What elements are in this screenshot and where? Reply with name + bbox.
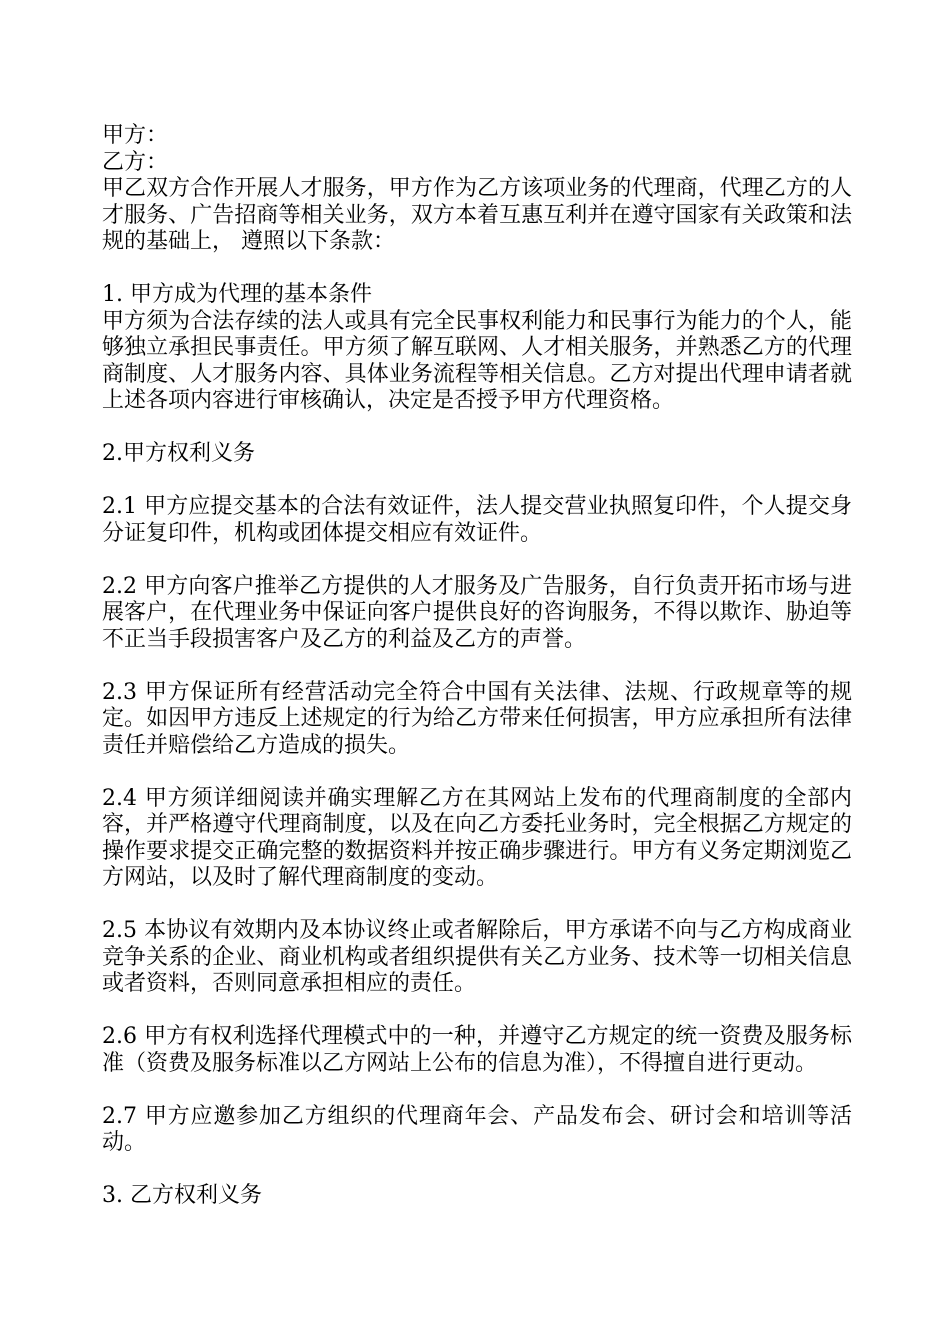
spacer	[102, 468, 852, 495]
spacer	[102, 415, 852, 442]
clause-2-6: 2.6 甲方有权利选择代理模式中的一种，并遵守乙方规定的统一资费及服务标准（资费及服务标准以乙方网站上公布的信息为准），不得擅自进行更动。	[102, 1024, 852, 1076]
spacer	[102, 1157, 852, 1184]
spacer	[102, 1077, 852, 1104]
section-3-heading: 3. 乙方权利义务	[102, 1183, 262, 1208]
spacer	[102, 759, 852, 786]
section-1-body: 甲方须为合法存续的法人或具有完全民事权利能力和民事行为能力的个人，能够独立承担民事责任。甲方须了解互联网、人才相关服务，并熟悉乙方的代理商制度、人才服务内容、具体业务流程等相关信息。乙方对提出代理申请者就上述各项内容进行审核确认，决定是否授予甲方代理资格。	[102, 308, 852, 413]
section-1-heading: 1. 甲方成为代理的基本条件	[102, 282, 372, 307]
clause-2-5: 2.5 本协议有效期内及本协议终止或者解除后，甲方承诺不向与乙方构成商业竞争关系的企业、商业机构或者组织提供有关乙方业务、技术等一切相关信息或者资料，否则同意承担相应的责任。	[102, 918, 852, 996]
clause-2-3: 2.3 甲方保证所有经营活动完全符合中国有关法律、法规、行政规章等的规定。如因甲方违反上述规定的行为给乙方带来任何损害，甲方应承担所有法律责任并赔偿给乙方造成的损失。	[102, 679, 852, 758]
spacer	[102, 892, 852, 919]
party-a-label: 甲方：	[102, 123, 169, 148]
spacer	[102, 256, 852, 283]
section-2-heading: 2.甲方权利义务	[102, 441, 255, 466]
clause-2-2: 2.2 甲方向客户推举乙方提供的人才服务及广告服务，自行负责开拓市场与进展客户，在代理业务中保证向客户提供良好的咨询服务，不得以欺诈、胁迫等不正当手段损害客户及乙方的利益及乙方的声誉。	[102, 573, 852, 652]
spacer	[102, 547, 852, 574]
spacer	[102, 998, 852, 1025]
document-page	[102, 123, 852, 1210]
intro-paragraph: 甲乙双方合作开展人才服务，甲方作为乙方该项业务的代理商，代理乙方的人才服务、广告招商等相关业务，双方本着互惠互利并在遵守国家有关政策和法规的基础上， 遵照以下条款：	[102, 176, 852, 254]
spacer	[102, 653, 852, 680]
clause-2-7: 2.7 甲方应邀参加乙方组织的代理商年会、产品发布会、研讨会和培训等活动。	[102, 1103, 852, 1155]
party-b-label: 乙方：	[102, 149, 169, 175]
clause-2-1: 2.1 甲方应提交基本的合法有效证件，法人提交营业执照复印件，个人提交身分证复印件，机构或团体提交相应有效证件。	[102, 494, 852, 546]
clause-2-4: 2.4 甲方须详细阅读并确实理解乙方在其网站上发布的代理商制度的全部内容，并严格遵守代理商制度，以及在向乙方委托业务时，完全根据乙方规定的操作要求提交正确完整的数据资料并按正确步骤进行。甲方有义务定期浏览乙方网站，以及时了解代理商制度的变动。	[102, 785, 852, 890]
